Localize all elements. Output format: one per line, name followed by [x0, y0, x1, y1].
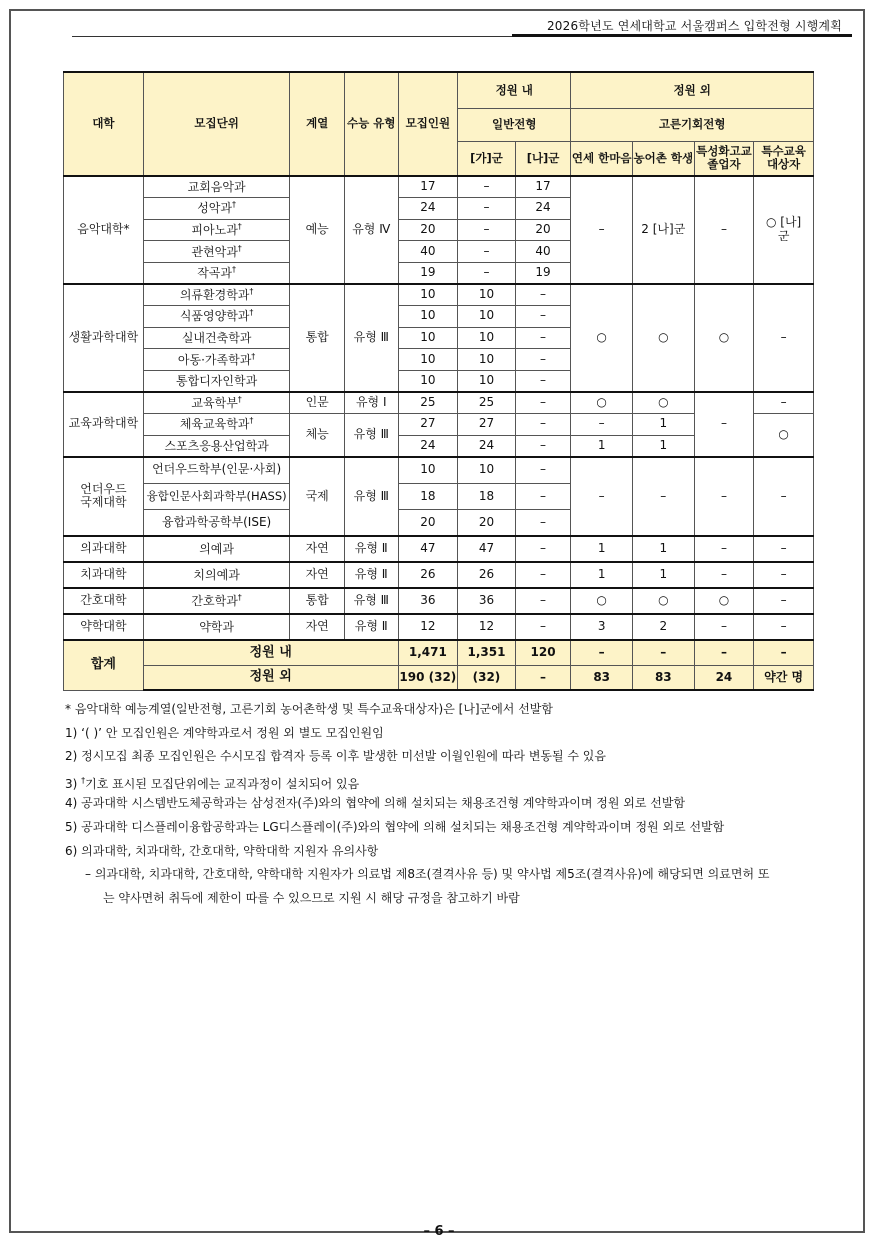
- quota-cell: 25: [398, 392, 458, 414]
- yonsei-cell: ○: [571, 284, 633, 392]
- special-edu-cell: ○: [754, 414, 814, 457]
- document-header: 2026학년도 연세대학교 서울캠퍼스 입학전형 시행계획: [546, 19, 842, 33]
- header-rule-thin: [72, 36, 512, 37]
- unit-cell: 언더우드학부(인문·사회): [143, 457, 290, 484]
- special-edu-cell: –: [754, 392, 814, 414]
- table-row: [64, 536, 814, 562]
- track-cell: 통합: [290, 588, 345, 614]
- note-2: 2) 정시모집 최종 모집인원은 수시모집 합격자 등록 이후 발생한 미선발 이월인원에 따라 변동될 수 있음: [65, 749, 606, 764]
- table-row: [64, 392, 814, 414]
- special-grad-cell: ○: [694, 284, 754, 392]
- special-edu-cell: –: [754, 562, 814, 588]
- rural-cell: 1: [632, 536, 694, 562]
- unit-cell: 아동·가족학과†: [143, 349, 290, 371]
- na-cell: –: [515, 414, 571, 436]
- col-na: [나]군: [515, 141, 571, 176]
- na-cell: 19: [515, 262, 571, 284]
- quota-cell: 20: [398, 219, 458, 241]
- yonsei-cell: 1: [571, 536, 633, 562]
- na-cell: –: [515, 284, 571, 306]
- ga-cell: –: [458, 241, 516, 263]
- na-cell: –: [515, 510, 571, 537]
- col-unit: 모집단위: [143, 72, 290, 176]
- college-cell: 음악대학*: [64, 176, 144, 284]
- ga-cell: –: [458, 262, 516, 284]
- college-cell: 교육과학대학: [64, 392, 144, 457]
- ga-cell: –: [458, 198, 516, 220]
- quota-cell: 36: [398, 588, 458, 614]
- ga-cell: 12: [458, 614, 516, 640]
- yonsei-cell: 1: [571, 562, 633, 588]
- unit-cell: 약학과: [143, 614, 290, 640]
- na-cell: 40: [515, 241, 571, 263]
- unit-cell: 의예과: [143, 536, 290, 562]
- sat-cell: 유형 Ⅲ: [344, 284, 398, 392]
- table-row: [64, 588, 814, 614]
- unit-cell: 실내건축학과: [143, 327, 290, 349]
- quota-cell: 10: [398, 457, 458, 484]
- total-yonsei: –: [571, 640, 633, 665]
- unit-cell: 융합과학공학부(ISE): [143, 510, 290, 537]
- yonsei-cell: –: [571, 414, 633, 436]
- quota-cell: 40: [398, 241, 458, 263]
- col-special-grad: 특성화고교 졸업자: [694, 141, 754, 176]
- special-edu-cell: ○ [나]군: [754, 176, 814, 284]
- special-edu-cell: –: [754, 536, 814, 562]
- track-cell: 자연: [290, 614, 345, 640]
- special-grad-cell: –: [694, 457, 754, 537]
- note-6-detail-cont: 는 약사면허 취득에 제한이 따를 수 있으므로 지원 시 해당 규정을 참고하기 바람: [103, 890, 520, 905]
- ga-cell: 47: [458, 536, 516, 562]
- track-cell: 체능: [290, 414, 345, 457]
- rural-cell: –: [632, 457, 694, 537]
- special-edu-cell: –: [754, 284, 814, 392]
- quota-cell: 18: [398, 483, 458, 510]
- col-yonsei: 연세 한마음: [571, 141, 633, 176]
- rural-cell: 2 [나]군: [632, 176, 694, 284]
- na-cell: –: [515, 349, 571, 371]
- na-cell: 24: [515, 198, 571, 220]
- ga-cell: 10: [458, 457, 516, 484]
- na-cell: –: [515, 435, 571, 457]
- college-cell: 의과대학: [64, 536, 144, 562]
- ga-cell: 20: [458, 510, 516, 537]
- quota-cell: 26: [398, 562, 458, 588]
- total-row-outside: [64, 665, 814, 690]
- quota-table: [63, 71, 814, 691]
- ga-cell: 10: [458, 349, 516, 371]
- unit-cell: 통합디자인학과: [143, 370, 290, 392]
- rural-cell: ○: [632, 392, 694, 414]
- yonsei-cell: ○: [571, 392, 633, 414]
- unit-cell: 체육교육학과†: [143, 414, 290, 436]
- total-rural: –: [632, 640, 694, 665]
- table-row: [64, 457, 814, 484]
- ga-cell: 24: [458, 435, 516, 457]
- unit-cell: 관현악과†: [143, 241, 290, 263]
- total-special-edu: –: [754, 640, 814, 665]
- ga-cell: 10: [458, 284, 516, 306]
- ga-cell: 26: [458, 562, 516, 588]
- quota-cell: 24: [398, 198, 458, 220]
- table-row: [64, 614, 814, 640]
- quota-cell: 27: [398, 414, 458, 436]
- track-cell: 인문: [290, 392, 345, 414]
- note-6: 6) 의과대학, 치과대학, 간호대학, 약학대학 지원자 유의사항: [65, 843, 379, 858]
- col-general: 일반전형: [458, 108, 571, 141]
- yonsei-cell: –: [571, 176, 633, 284]
- track-cell: 예능: [290, 176, 345, 284]
- sat-cell: 유형 Ⅲ: [344, 414, 398, 457]
- total-rural: 83: [632, 665, 694, 690]
- yonsei-cell: ○: [571, 588, 633, 614]
- total-quota: 1,471: [398, 640, 458, 665]
- college-cell: 간호대학: [64, 588, 144, 614]
- rural-cell: 1: [632, 414, 694, 436]
- total-row-inside: [64, 640, 814, 665]
- quota-cell: 47: [398, 536, 458, 562]
- ga-cell: 10: [458, 306, 516, 328]
- special-grad-cell: –: [694, 392, 754, 457]
- table-row: [64, 284, 814, 306]
- na-cell: –: [515, 614, 571, 640]
- quota-cell: 12: [398, 614, 458, 640]
- sat-cell: 유형 Ⅰ: [344, 392, 398, 414]
- unit-cell: 교회음악과: [143, 176, 290, 198]
- quota-cell: 10: [398, 284, 458, 306]
- sat-cell: 유형 Ⅱ: [344, 562, 398, 588]
- na-cell: 17: [515, 176, 571, 198]
- quota-cell: 10: [398, 349, 458, 371]
- rural-cell: ○: [632, 284, 694, 392]
- unit-cell: 간호학과†: [143, 588, 290, 614]
- na-cell: –: [515, 536, 571, 562]
- track-cell: 국제: [290, 457, 345, 537]
- ga-cell: 27: [458, 414, 516, 436]
- quota-cell: 19: [398, 262, 458, 284]
- note-6-detail: – 의과대학, 치과대학, 간호대학, 약학대학 지원자가 의료법 제8조(결격사유 등) 및 약사법 제5조(결격사유)에 해당되면 의료면허 또: [85, 867, 770, 882]
- rural-cell: 2: [632, 614, 694, 640]
- track-cell: 통합: [290, 284, 345, 392]
- yonsei-cell: 3: [571, 614, 633, 640]
- total-ga: 1,351: [458, 640, 516, 665]
- track-cell: 자연: [290, 536, 345, 562]
- quota-cell: 24: [398, 435, 458, 457]
- ga-cell: 10: [458, 370, 516, 392]
- na-cell: –: [515, 457, 571, 484]
- total-yonsei: 83: [571, 665, 633, 690]
- college-cell: 언더우드 국제대학: [64, 457, 144, 537]
- note-5: 5) 공과대학 디스플레이융합공학과는 LG디스플레이(주)와의 협약에 의해 설치되는 채용조건형 계약학과이며 정원 외로 선발함: [65, 819, 725, 834]
- table-row: [64, 176, 814, 198]
- table-row: [64, 562, 814, 588]
- header-rule-thick: [512, 34, 852, 37]
- yonsei-cell: –: [571, 457, 633, 537]
- note-music: * 음악대학 예능계열(일반전형, 고른기회 농어촌학생 및 특수교육대상자)은 [나]군에서 선발함: [65, 702, 553, 716]
- quota-cell: 10: [398, 306, 458, 328]
- notes: [65, 698, 835, 910]
- college-cell: 치과대학: [64, 562, 144, 588]
- special-grad-cell: –: [694, 562, 754, 588]
- quota-cell: 20: [398, 510, 458, 537]
- na-cell: –: [515, 327, 571, 349]
- unit-cell: 의류환경학과†: [143, 284, 290, 306]
- sat-cell: 유형 Ⅱ: [344, 536, 398, 562]
- unit-cell: 식품영양학과†: [143, 306, 290, 328]
- total-na: 120: [515, 640, 571, 665]
- total-special-grad: –: [694, 640, 754, 665]
- total-quota: 190 (32): [398, 665, 458, 690]
- na-cell: –: [515, 392, 571, 414]
- special-edu-cell: –: [754, 588, 814, 614]
- unit-cell: 피아노과†: [143, 219, 290, 241]
- track-cell: 자연: [290, 562, 345, 588]
- note-1: 1) ‘( )’ 안 모집인원은 계약학과로서 정원 외 별도 모집인원임: [65, 725, 384, 740]
- total-special-edu: 약간 명: [754, 665, 814, 690]
- col-rural: 농어촌 학생: [632, 141, 694, 176]
- sat-cell: 유형 Ⅲ: [344, 457, 398, 537]
- col-equal: 고른기회전형: [571, 108, 814, 141]
- special-edu-cell: –: [754, 457, 814, 537]
- college-cell: 생활과학대학: [64, 284, 144, 392]
- rural-cell: ○: [632, 588, 694, 614]
- unit-cell: 스포츠응용산업학과: [143, 435, 290, 457]
- ga-cell: –: [458, 176, 516, 198]
- na-cell: –: [515, 483, 571, 510]
- rural-cell: 1: [632, 562, 694, 588]
- total-inside-label: 정원 내: [143, 640, 398, 665]
- total-special-grad: 24: [694, 665, 754, 690]
- total-ga: (32): [458, 665, 516, 690]
- col-ga: [가]군: [458, 141, 516, 176]
- na-cell: 20: [515, 219, 571, 241]
- ga-cell: 18: [458, 483, 516, 510]
- note-4: 4) 공과대학 시스템반도체공학과는 삼성전자(주)와의 협약에 의해 설치되는 채용조건형 계약학과이며 정원 외로 선발함: [65, 796, 686, 811]
- yonsei-cell: 1: [571, 435, 633, 457]
- ga-cell: 10: [458, 327, 516, 349]
- sat-cell: 유형 Ⅲ: [344, 588, 398, 614]
- col-outside: 정원 외: [571, 72, 814, 108]
- ga-cell: 25: [458, 392, 516, 414]
- unit-cell: 치의예과: [143, 562, 290, 588]
- col-college: 대학: [64, 72, 144, 176]
- sat-cell: 유형 Ⅳ: [344, 176, 398, 284]
- total-na: –: [515, 665, 571, 690]
- ga-cell: –: [458, 219, 516, 241]
- na-cell: –: [515, 306, 571, 328]
- special-grad-cell: –: [694, 176, 754, 284]
- col-inside: 정원 내: [458, 72, 571, 108]
- college-cell: 약학대학: [64, 614, 144, 640]
- quota-cell: 10: [398, 327, 458, 349]
- unit-cell: 융합인문사회과학부(HASS): [143, 483, 290, 510]
- total-label: 합계: [64, 640, 144, 690]
- special-grad-cell: ○: [694, 588, 754, 614]
- unit-cell: 성악과†: [143, 198, 290, 220]
- sat-cell: 유형 Ⅱ: [344, 614, 398, 640]
- page-number: – 6 –: [423, 1224, 455, 1239]
- col-sat-type: 수능 유형: [344, 72, 398, 176]
- note-3: 3) †기호 표시된 모집단위에는 교직과정이 설치되어 있음: [65, 775, 360, 791]
- col-quota: 모집인원: [398, 72, 458, 176]
- unit-cell: 교육학부†: [143, 392, 290, 414]
- special-edu-cell: –: [754, 614, 814, 640]
- ga-cell: 36: [458, 588, 516, 614]
- special-grad-cell: –: [694, 536, 754, 562]
- unit-cell: 작곡과†: [143, 262, 290, 284]
- special-grad-cell: –: [694, 614, 754, 640]
- na-cell: –: [515, 588, 571, 614]
- quota-cell: 17: [398, 176, 458, 198]
- col-track: 계열: [290, 72, 345, 176]
- na-cell: –: [515, 562, 571, 588]
- quota-cell: 10: [398, 370, 458, 392]
- total-outside-label: 정원 외: [143, 665, 398, 690]
- rural-cell: 1: [632, 435, 694, 457]
- col-special-edu: 특수교육 대상자: [754, 141, 814, 176]
- na-cell: –: [515, 370, 571, 392]
